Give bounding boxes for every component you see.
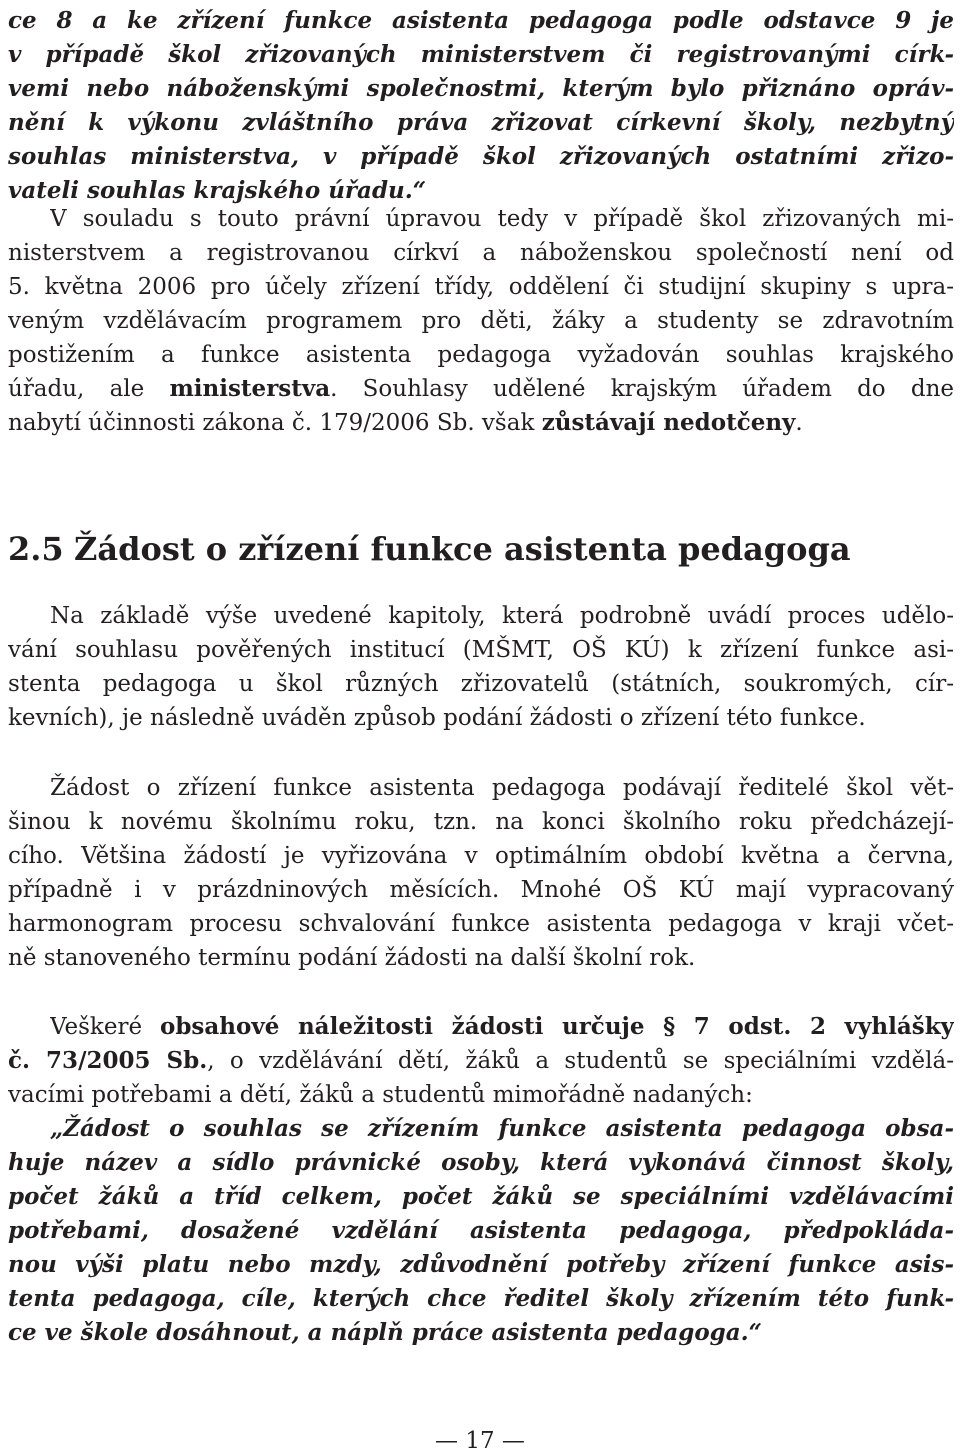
paragraph-line: kevních), je následně uváděn způsob podání žádosti o zřízení této funkce.	[8, 705, 866, 731]
text-run: úřadu, ale	[8, 376, 170, 402]
quote-line: v případě škol zřizovaných ministerstvem či registrovanými círk-	[8, 41, 954, 68]
paragraph-line: ně stanoveného termínu podání žádosti na další školní rok.	[8, 945, 696, 971]
paragraph-line: Žádost o zřízení funkce asistenta pedagoga podávají ředitelé škol vět-	[50, 775, 954, 801]
paragraph-line: vání souhlasu pověřených institucí (MŠMT, OŠ KÚ) k zřízení funkce asi-	[8, 637, 954, 663]
text-run: Veškeré	[50, 1014, 160, 1040]
paragraph-line: postižením a funkce asistenta pedagoga vyžadován souhlas krajského	[8, 342, 954, 368]
quote-line: „Žádost o souhlas se zřízením funkce asistenta pedagoga obsa-	[50, 1115, 954, 1142]
paragraph-line: šinou k novému školnímu roku, tzn. na konci školního roku předcházejí-	[8, 809, 954, 835]
quote-line: tenta pedagoga, cíle, kterých chce ředitel školy zřízením této funk-	[8, 1285, 954, 1312]
text-run: . Souhlasy udělené krajským úřadem do dne	[330, 376, 954, 402]
paragraph-line: 5. května 2006 pro účely zřízení třídy, oddělení či studijní skupiny s upra-	[8, 274, 954, 300]
paragraph-line: veným vzdělávacím programem pro děti, žáky a studenty se zdravotním	[8, 308, 954, 334]
text-run: , o vzdělávání dětí, žáků a studentů se speciálními vzdělá-	[207, 1048, 954, 1074]
paragraph-line: případně i v prázdninových měsících. Mnohé OŠ KÚ mají vypracovaný	[8, 877, 954, 903]
paragraph-line: V souladu s touto právní úpravou tedy v případě škol zřizovaných mi-	[50, 206, 954, 232]
emphasis-regulation: č. 73/2005 Sb.	[8, 1047, 208, 1074]
quote-line: vateli souhlas krajského úřadu.“	[8, 177, 426, 204]
quote-line: počet žáků a tříd celkem, počet žáků se speciálními vzdělávacími	[8, 1183, 954, 1210]
page-number: — 17 —	[435, 1428, 525, 1454]
quote-line: ce 8 a ke zřízení funkce asistenta pedagoga podle odstavce 9 je	[8, 7, 954, 34]
quote-line: huje název a sídlo právnické osoby, která vykonává činnost školy,	[8, 1149, 954, 1176]
paragraph-line	[8, 1044, 954, 1078]
quote-line: vemi nebo náboženskými společnostmi, kterým bylo přiznáno opráv-	[8, 75, 954, 102]
section-number: 2.5	[8, 530, 64, 568]
section-heading	[8, 527, 851, 571]
quote-line: potřebami, dosažené vzdělání asistenta pedagoga, předpokláda-	[8, 1217, 954, 1244]
quote-line: nění k výkonu zvláštního práva zřizovat církevní školy, nezbytný	[8, 109, 954, 136]
paragraph-line: stenta pedagoga u škol různých zřizovatelů (státních, soukromých, cír-	[8, 671, 954, 697]
emphasis-requirements: obsahové náležitosti žádosti určuje § 7 odst. 2 vyhlášky	[160, 1013, 954, 1040]
paragraph-line: nisterstvem a registrovanou církví a náboženskou společností není od	[8, 240, 954, 266]
quote-line: nou výši platu nebo mzdy, zdůvodnění potřeby zřízení funkce asis-	[8, 1251, 954, 1278]
paragraph-line: Na základě výše uvedené kapitoly, která podrobně uvádí proces udělo-	[50, 603, 954, 629]
text-run: .	[795, 410, 803, 436]
emphasis-ministry: ministerstva	[169, 375, 331, 402]
paragraph-line: harmonogram procesu schvalování funkce asistenta pedagoga v kraji včet-	[8, 911, 954, 937]
paragraph-line	[8, 406, 954, 440]
text-run: nabytí účinnosti zákona č. 179/2006 Sb. však	[8, 410, 542, 436]
emphasis-unaffected: zůstávají nedotčeny	[541, 409, 796, 436]
quote-line: souhlas ministerstva, v případě škol zřizovaných ostatními zřizo-	[8, 143, 954, 170]
quote-line: ce ve škole dosáhnout, a náplň práce asistenta pedagoga.“	[8, 1319, 762, 1346]
paragraph-line	[50, 1010, 954, 1044]
section-title: Žádost o zřízení funkce asistenta pedagoga	[74, 530, 851, 568]
paragraph-line: vacími potřebami a dětí, žáků a studentů mimořádně nadaných:	[8, 1082, 753, 1108]
paragraph-line: cího. Většina žádostí je vyřizována v optimálním období května a června,	[8, 843, 954, 869]
paragraph-line	[8, 372, 954, 406]
